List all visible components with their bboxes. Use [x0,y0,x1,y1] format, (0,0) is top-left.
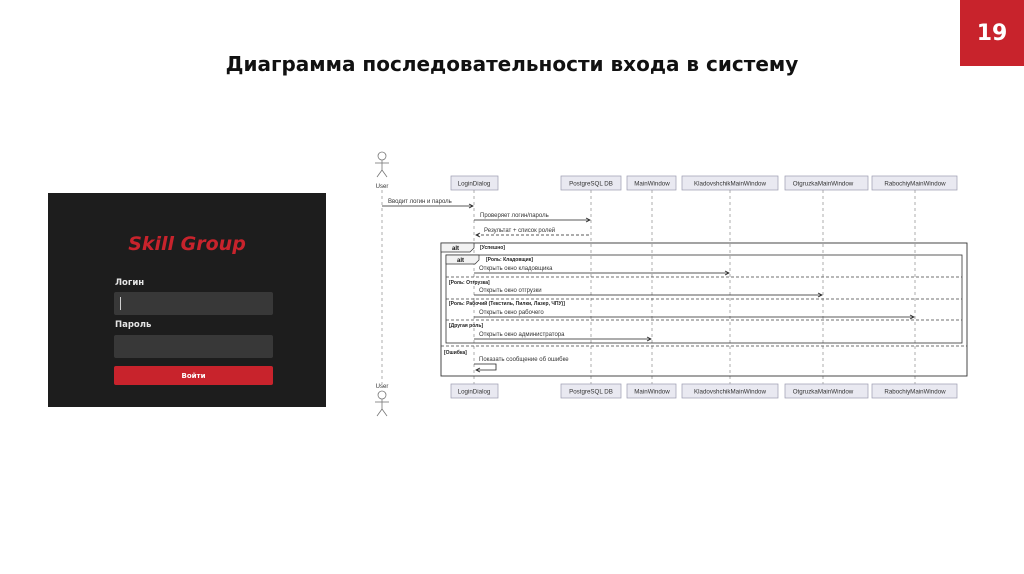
message-show-error: Показать сообщение об ошибке [479,357,569,363]
message-check-credentials: Проверяет логин/пароль [480,213,549,219]
inner-condition-other: [Другая роль] [449,323,484,329]
message-enter-credentials: Вводит логин и пароль [388,199,452,205]
participant-otgruzka-bottom: OtgruzkaMainWindow [792,388,854,396]
message-open-otgruzka: Открыть окно отгрузки [479,288,542,294]
message-labels [388,199,555,234]
sequence-diagram [360,148,972,426]
inner-condition-rabochiy: [Роль: Рабочий (Текстиль, Пилки, Лазер, ЧПУ)] [449,301,565,307]
participant-rabochiy-bottom: RabochiyMainWindow [884,388,946,396]
page-number-badge: 19 [960,0,1024,66]
actor-label-top: User [375,184,389,190]
inner-alt-operator: alt [457,258,465,264]
login-label: Логин [115,278,145,288]
participant-rabochiy: RabochiyMainWindow [884,180,946,188]
password-input[interactable] [114,335,273,358]
participant-mainwindow-bottom: MainWindow [634,388,670,396]
actor-label-bottom: User [375,384,389,390]
outer-condition-error: [Ошибка] [444,350,467,356]
password-label: Пароль [115,320,152,330]
participant-kladovshchik-bottom: KladovshchikMainWindow [694,388,766,396]
message-open-rabochiy: Открыть окно рабочего [479,310,544,316]
brand-logo: Skill Group [128,233,246,255]
participant-mainwindow: MainWindow [634,180,670,188]
participant-postgresql-db-bottom: PostgreSQL DB [569,388,613,396]
participant-otgruzka: OtgruzkaMainWindow [792,180,854,188]
slide-title: Диаграмма последовательности входа в систему [225,52,799,76]
participant-logindialog: LoginDialog [457,180,491,188]
user-actor-icon-bottom [375,391,389,416]
login-submit-button[interactable]: Войти [114,366,273,385]
outer-condition-success: [Успешно] [480,245,505,251]
participant-postgresql-db: PostgreSQL DB [569,180,613,188]
outer-alt-operator: alt [452,246,460,252]
error-self-message [474,357,569,372]
participant-logindialog-bottom: LoginDialog [457,388,491,396]
text-caret [120,297,121,310]
message-open-kladovshchik: Открыть окно кладовщика [479,266,553,272]
login-window-screenshot [48,193,326,407]
inner-condition-kladovshchik: [Роль: Кладовщик] [486,257,533,263]
inner-condition-otgruzka: [Роль: Отгрузка] [449,280,490,286]
participant-kladovshchik: KladovshchikMainWindow [694,180,766,188]
message-open-admin: Открыть окно администратора [479,332,565,338]
message-result-roles: Результат + список ролей [484,228,556,234]
user-actor-icon-top [375,152,389,177]
login-input[interactable] [114,292,273,315]
